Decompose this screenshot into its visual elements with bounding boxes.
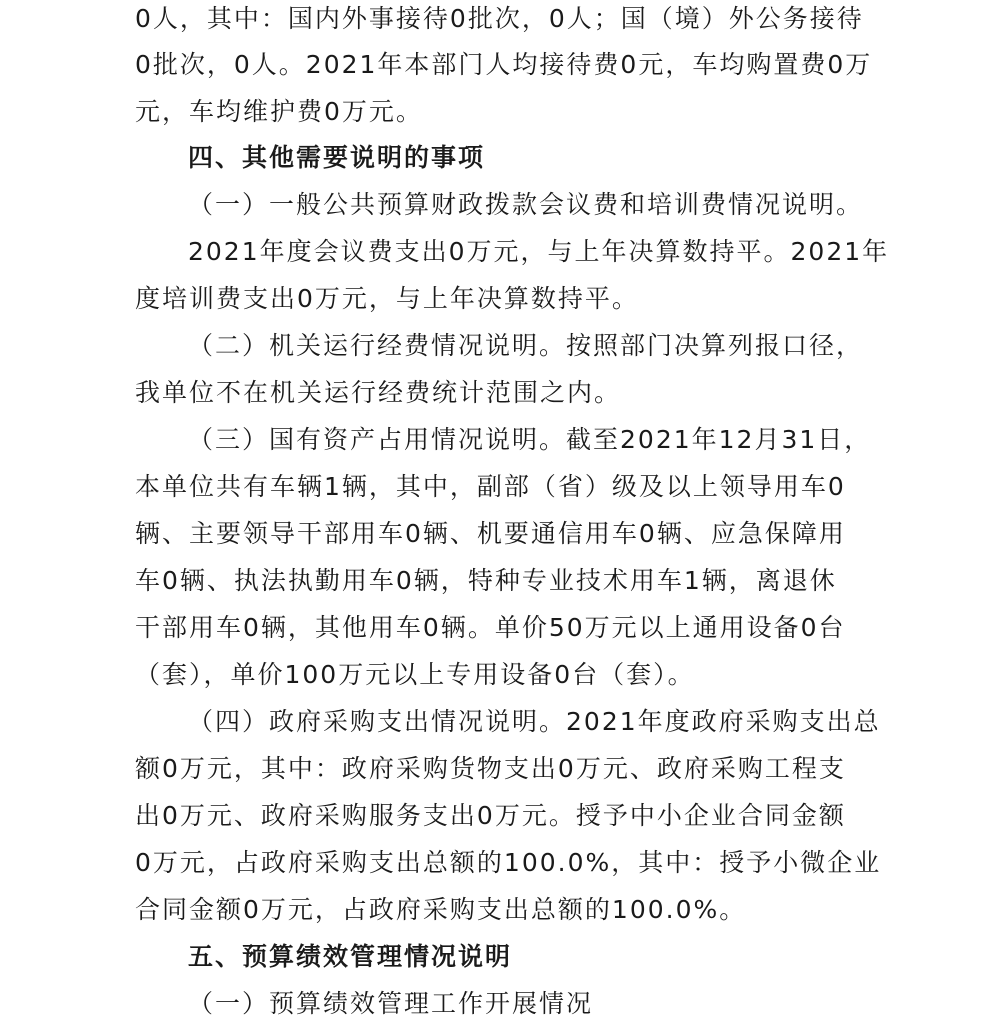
subsection-heading: （四）政府采购支出情况说明。: [188, 707, 567, 736]
paragraph-line: 车0辆、执法执勤用车0辆，特种专业技术用车1辆，离退休: [135, 566, 837, 595]
subsection-heading: （二）机关运行经费情况说明。: [188, 331, 567, 360]
paragraph-line: 额0万元，其中：政府采购货物支出0万元、政府采购工程支: [135, 754, 846, 783]
paragraph-text: 按照部门决算列报口径，: [566, 331, 864, 360]
paragraph-line: （套），单价100万元以上专用设备0台（套）。: [135, 660, 695, 689]
paragraph-line: 度培训费支出0万元，与上年决算数持平。: [135, 284, 639, 313]
paragraph-line: 出0万元、政府采购服务支出0万元。授予中小企业合同金额: [135, 801, 846, 830]
paragraph-line: 0万元，占政府采购支出总额的100.0%，其中：授予小微企业: [135, 848, 882, 877]
paragraph-line: 干部用车0辆，其他用车0辆。单价50万元以上通用设备0台: [135, 613, 846, 642]
paragraph-line: 本单位共有车辆1辆，其中，副部（省）级及以上领导用车0: [135, 472, 846, 501]
paragraph-line: 元，车均维护费0万元。: [135, 97, 423, 126]
subsection-heading: （一）预算绩效管理工作开展情况: [188, 989, 594, 1018]
paragraph-line: [188, 331, 928, 361]
subsection-heading: （一）一般公共预算财政拨款会议费和培训费情况说明。: [188, 190, 864, 219]
paragraph-line: 辆、主要领导干部用车0辆、机要通信用车0辆、应急保障用: [135, 519, 846, 548]
section-heading: 五、预算绩效管理情况说明: [188, 942, 513, 971]
paragraph-line: 我单位不在机关运行经费统计范围之内。: [135, 378, 622, 407]
paragraph-text: 截至2021年12月31日，: [566, 425, 872, 454]
paragraph-line: 2021年度会议费支出0万元，与上年决算数持平。2021年: [188, 237, 890, 266]
paragraph-text: 2021年度政府采购支出总: [566, 707, 881, 736]
paragraph-line: 合同金额0万元，占政府采购支出总额的100.0%。: [135, 895, 747, 924]
paragraph-line: 0批次，0人。2021年本部门人均接待费0元，车均购置费0万: [135, 50, 873, 79]
paragraph-line: [188, 425, 928, 455]
section-heading: 四、其他需要说明的事项: [188, 143, 486, 172]
paragraph-line: [188, 707, 928, 737]
paragraph-line: 0人，其中：国内外事接待0批次，0人；国（境）外公务接待: [135, 4, 864, 33]
subsection-heading: （三）国有资产占用情况说明。: [188, 425, 567, 454]
